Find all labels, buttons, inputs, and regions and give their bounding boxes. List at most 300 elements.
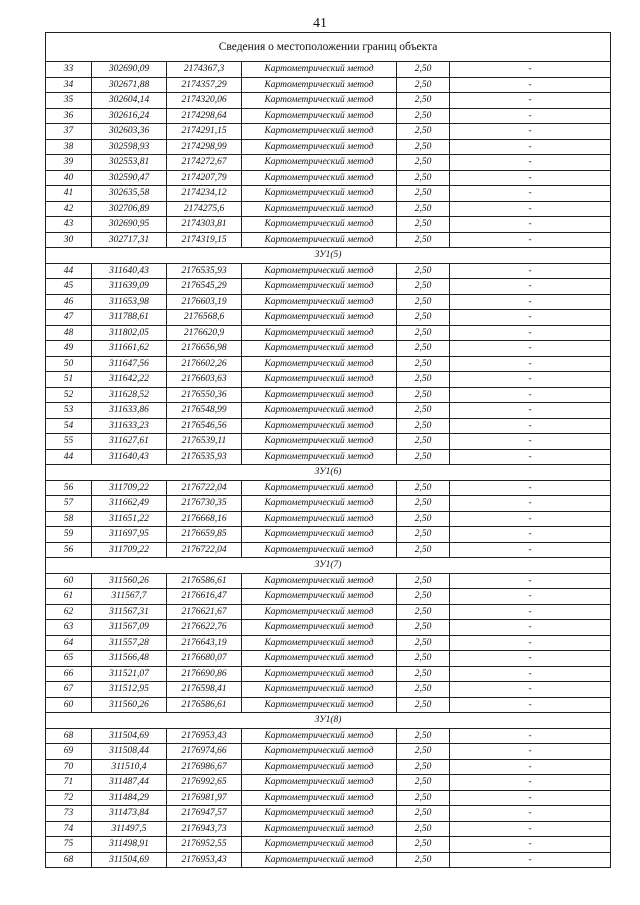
section-label: ЗУ1(6) [46, 465, 611, 481]
table-row [46, 325, 611, 341]
cell-accuracy: 2,50 [397, 77, 450, 93]
table-row [46, 232, 611, 248]
table-row [46, 217, 611, 233]
cell-coord-y: 2174207,79 [167, 170, 242, 186]
cell-accuracy: 2,50 [397, 480, 450, 496]
cell-coord-y: 2176546,56 [167, 418, 242, 434]
cell-accuracy: 2,50 [397, 263, 450, 279]
cell-point-number: 49 [46, 341, 92, 357]
table-row [46, 635, 611, 651]
cell-accuracy: 2,50 [397, 527, 450, 543]
cell-description: - [450, 310, 611, 326]
cell-coord-y: 2176586,61 [167, 697, 242, 713]
table-title: Сведения о местоположении границ объекта [46, 33, 611, 62]
cell-accuracy: 2,50 [397, 542, 450, 558]
cell-description: - [450, 139, 611, 155]
section-label: ЗУ1(7) [46, 558, 611, 574]
cell-coord-y: 2176603,19 [167, 294, 242, 310]
cell-point-number: 60 [46, 697, 92, 713]
cell-description: - [450, 449, 611, 465]
cell-point-number: 71 [46, 775, 92, 791]
cell-coord-y: 2176616,47 [167, 589, 242, 605]
cell-description: - [450, 372, 611, 388]
cell-coord-x: 311802,05 [92, 325, 167, 341]
cell-coord-x: 311557,28 [92, 635, 167, 651]
cell-method: Картометрический метод [242, 651, 397, 667]
cell-point-number: 56 [46, 480, 92, 496]
table-row [46, 62, 611, 78]
cell-method: Картометрический метод [242, 496, 397, 512]
cell-coord-x: 302671,88 [92, 77, 167, 93]
table-row [46, 155, 611, 171]
cell-description: - [450, 806, 611, 822]
cell-point-number: 74 [46, 821, 92, 837]
table-row [46, 728, 611, 744]
cell-method: Картометрический метод [242, 542, 397, 558]
cell-coord-y: 2176953,43 [167, 728, 242, 744]
cell-description: - [450, 108, 611, 124]
cell-point-number: 38 [46, 139, 92, 155]
cell-description: - [450, 837, 611, 853]
cell-point-number: 53 [46, 403, 92, 419]
cell-point-number: 56 [46, 542, 92, 558]
cell-description: - [450, 542, 611, 558]
cell-accuracy: 2,50 [397, 310, 450, 326]
cell-coord-x: 302616,24 [92, 108, 167, 124]
cell-accuracy: 2,50 [397, 604, 450, 620]
cell-coord-y: 2176722,04 [167, 480, 242, 496]
cell-coord-x: 311504,69 [92, 852, 167, 868]
table-row [46, 697, 611, 713]
cell-description: - [450, 263, 611, 279]
cell-description: - [450, 434, 611, 450]
cell-accuracy: 2,50 [397, 697, 450, 713]
cell-coord-y: 2174303,81 [167, 217, 242, 233]
cell-method: Картометрический метод [242, 62, 397, 78]
section-row [46, 465, 611, 481]
table-row [46, 418, 611, 434]
cell-point-number: 65 [46, 651, 92, 667]
cell-coord-y: 2174357,29 [167, 77, 242, 93]
cell-description: - [450, 620, 611, 636]
cell-description: - [450, 573, 611, 589]
cell-description: - [450, 527, 611, 543]
cell-method: Картометрический метод [242, 217, 397, 233]
table-row [46, 775, 611, 791]
cell-coord-y: 2176598,41 [167, 682, 242, 698]
cell-coord-y: 2176620,9 [167, 325, 242, 341]
cell-coord-x: 311487,44 [92, 775, 167, 791]
cell-method: Картометрический метод [242, 852, 397, 868]
cell-point-number: 30 [46, 232, 92, 248]
cell-description: - [450, 744, 611, 760]
table-row [46, 279, 611, 295]
table-row [46, 294, 611, 310]
cell-coord-x: 302717,31 [92, 232, 167, 248]
cell-point-number: 61 [46, 589, 92, 605]
cell-coord-x: 302635,58 [92, 186, 167, 202]
table-row [46, 682, 611, 698]
cell-point-number: 33 [46, 62, 92, 78]
cell-coord-y: 2176992,65 [167, 775, 242, 791]
cell-description: - [450, 294, 611, 310]
cell-method: Картометрический метод [242, 449, 397, 465]
cell-coord-y: 2176535,93 [167, 449, 242, 465]
cell-point-number: 48 [46, 325, 92, 341]
cell-coord-x: 311642,22 [92, 372, 167, 388]
cell-coord-x: 311788,61 [92, 310, 167, 326]
cell-coord-x: 311640,43 [92, 263, 167, 279]
table-row [46, 387, 611, 403]
cell-accuracy: 2,50 [397, 434, 450, 450]
cell-description: - [450, 232, 611, 248]
cell-coord-x: 311512,95 [92, 682, 167, 698]
cell-point-number: 46 [46, 294, 92, 310]
cell-coord-x: 311567,31 [92, 604, 167, 620]
cell-method: Картометрический метод [242, 356, 397, 372]
cell-method: Картометрический метод [242, 837, 397, 853]
table-row [46, 170, 611, 186]
cell-coord-x: 311504,69 [92, 728, 167, 744]
cell-point-number: 60 [46, 573, 92, 589]
cell-coord-y: 2176621,67 [167, 604, 242, 620]
table-row [46, 93, 611, 109]
table-row [46, 511, 611, 527]
cell-coord-y: 2176986,67 [167, 759, 242, 775]
cell-method: Картометрический метод [242, 434, 397, 450]
cell-coord-x: 311567,7 [92, 589, 167, 605]
cell-coord-y: 2174319,15 [167, 232, 242, 248]
cell-point-number: 66 [46, 666, 92, 682]
cell-coord-y: 2174234,12 [167, 186, 242, 202]
cell-method: Картометрический метод [242, 697, 397, 713]
cell-method: Картометрический метод [242, 790, 397, 806]
cell-accuracy: 2,50 [397, 294, 450, 310]
cell-coord-y: 2176586,61 [167, 573, 242, 589]
cell-method: Картометрический метод [242, 170, 397, 186]
cell-description: - [450, 93, 611, 109]
cell-accuracy: 2,50 [397, 62, 450, 78]
cell-description: - [450, 728, 611, 744]
cell-coord-y: 2176622,76 [167, 620, 242, 636]
cell-accuracy: 2,50 [397, 728, 450, 744]
cell-coord-x: 311560,26 [92, 573, 167, 589]
cell-coord-x: 311508,44 [92, 744, 167, 760]
cell-coord-x: 311498,91 [92, 837, 167, 853]
cell-accuracy: 2,50 [397, 279, 450, 295]
cell-coord-y: 2176943,73 [167, 821, 242, 837]
table-row [46, 434, 611, 450]
cell-description: - [450, 511, 611, 527]
cell-accuracy: 2,50 [397, 325, 450, 341]
cell-point-number: 36 [46, 108, 92, 124]
cell-description: - [450, 62, 611, 78]
cell-point-number: 70 [46, 759, 92, 775]
table-row [46, 356, 611, 372]
cell-point-number: 35 [46, 93, 92, 109]
cell-accuracy: 2,50 [397, 418, 450, 434]
cell-coord-y: 2174367,3 [167, 62, 242, 78]
cell-method: Картометрический метод [242, 527, 397, 543]
cell-accuracy: 2,50 [397, 403, 450, 419]
cell-method: Картометрический метод [242, 666, 397, 682]
cell-accuracy: 2,50 [397, 217, 450, 233]
cell-coord-x: 302690,95 [92, 217, 167, 233]
cell-description: - [450, 790, 611, 806]
cell-method: Картометрический метод [242, 325, 397, 341]
cell-description: - [450, 341, 611, 357]
cell-point-number: 43 [46, 217, 92, 233]
table-row [46, 744, 611, 760]
cell-coord-y: 2176974,66 [167, 744, 242, 760]
cell-method: Картометрический метод [242, 77, 397, 93]
cell-method: Картометрический метод [242, 139, 397, 155]
cell-coord-y: 2176690,86 [167, 666, 242, 682]
table-row [46, 666, 611, 682]
section-label: ЗУ1(8) [46, 713, 611, 729]
table-row [46, 139, 611, 155]
table-row [46, 604, 611, 620]
cell-coord-y: 2176535,93 [167, 263, 242, 279]
cell-coord-y: 2174272,67 [167, 155, 242, 171]
cell-coord-x: 311633,23 [92, 418, 167, 434]
table-row [46, 759, 611, 775]
table-row [46, 620, 611, 636]
cell-accuracy: 2,50 [397, 108, 450, 124]
cell-accuracy: 2,50 [397, 682, 450, 698]
cell-method: Картометрический метод [242, 310, 397, 326]
cell-point-number: 57 [46, 496, 92, 512]
cell-coord-x: 311497,5 [92, 821, 167, 837]
cell-description: - [450, 356, 611, 372]
table-row [46, 480, 611, 496]
cell-method: Картометрический метод [242, 759, 397, 775]
cell-accuracy: 2,50 [397, 620, 450, 636]
cell-description: - [450, 279, 611, 295]
cell-accuracy: 2,50 [397, 155, 450, 171]
cell-coord-y: 2176722,04 [167, 542, 242, 558]
cell-description: - [450, 651, 611, 667]
cell-point-number: 69 [46, 744, 92, 760]
cell-point-number: 59 [46, 527, 92, 543]
cell-coord-x: 302553,81 [92, 155, 167, 171]
cell-description: - [450, 186, 611, 202]
cell-accuracy: 2,50 [397, 186, 450, 202]
cell-point-number: 42 [46, 201, 92, 217]
cell-description: - [450, 589, 611, 605]
cell-accuracy: 2,50 [397, 573, 450, 589]
cell-accuracy: 2,50 [397, 790, 450, 806]
cell-point-number: 34 [46, 77, 92, 93]
cell-method: Картометрический метод [242, 108, 397, 124]
table-row [46, 449, 611, 465]
cell-coord-x: 311628,52 [92, 387, 167, 403]
cell-description: - [450, 496, 611, 512]
table-row [46, 573, 611, 589]
cell-coord-x: 311651,22 [92, 511, 167, 527]
cell-method: Картометрический метод [242, 279, 397, 295]
cell-method: Картометрический метод [242, 682, 397, 698]
cell-coord-y: 2176730,35 [167, 496, 242, 512]
cell-coord-x: 311661,62 [92, 341, 167, 357]
cell-point-number: 37 [46, 124, 92, 140]
cell-method: Картометрический метод [242, 418, 397, 434]
section-label: ЗУ1(5) [46, 248, 611, 264]
table-row [46, 496, 611, 512]
cell-method: Картометрический метод [242, 341, 397, 357]
cell-accuracy: 2,50 [397, 372, 450, 388]
section-row [46, 713, 611, 729]
cell-description: - [450, 821, 611, 837]
cell-point-number: 67 [46, 682, 92, 698]
cell-coord-x: 311633,86 [92, 403, 167, 419]
table-row [46, 263, 611, 279]
cell-accuracy: 2,50 [397, 124, 450, 140]
cell-description: - [450, 77, 611, 93]
cell-point-number: 51 [46, 372, 92, 388]
table-title-row [46, 33, 611, 62]
table-row [46, 77, 611, 93]
cell-coord-y: 2174298,64 [167, 108, 242, 124]
table-row [46, 790, 611, 806]
cell-coord-x: 311560,26 [92, 697, 167, 713]
table-row [46, 527, 611, 543]
cell-coord-y: 2176981,97 [167, 790, 242, 806]
cell-coord-x: 311521,07 [92, 666, 167, 682]
cell-coord-y: 2176643,19 [167, 635, 242, 651]
table-row [46, 852, 611, 868]
cell-coord-y: 2176550,36 [167, 387, 242, 403]
cell-coord-y: 2176548,99 [167, 403, 242, 419]
cell-coord-y: 2174298,99 [167, 139, 242, 155]
cell-accuracy: 2,50 [397, 232, 450, 248]
cell-point-number: 52 [46, 387, 92, 403]
cell-method: Картометрический метод [242, 403, 397, 419]
cell-method: Картометрический метод [242, 294, 397, 310]
cell-accuracy: 2,50 [397, 821, 450, 837]
cell-method: Картометрический метод [242, 511, 397, 527]
table-row [46, 124, 611, 140]
cell-method: Картометрический метод [242, 821, 397, 837]
cell-accuracy: 2,50 [397, 449, 450, 465]
table-row [46, 108, 611, 124]
cell-accuracy: 2,50 [397, 775, 450, 791]
cell-coord-x: 311566,48 [92, 651, 167, 667]
cell-accuracy: 2,50 [397, 806, 450, 822]
table-row [46, 651, 611, 667]
cell-point-number: 44 [46, 263, 92, 279]
cell-point-number: 47 [46, 310, 92, 326]
cell-description: - [450, 759, 611, 775]
cell-point-number: 73 [46, 806, 92, 822]
cell-coord-y: 2176539,11 [167, 434, 242, 450]
cell-coord-x: 302690,09 [92, 62, 167, 78]
cell-point-number: 45 [46, 279, 92, 295]
cell-coord-x: 311484,29 [92, 790, 167, 806]
cell-accuracy: 2,50 [397, 356, 450, 372]
cell-description: - [450, 775, 611, 791]
cell-coord-x: 311639,09 [92, 279, 167, 295]
cell-method: Картометрический метод [242, 604, 397, 620]
cell-coord-y: 2176545,29 [167, 279, 242, 295]
cell-coord-y: 2176668,16 [167, 511, 242, 527]
cell-method: Картометрический метод [242, 124, 397, 140]
cell-point-number: 68 [46, 852, 92, 868]
table-row [46, 403, 611, 419]
cell-coord-x: 302598,93 [92, 139, 167, 155]
cell-method: Картометрический метод [242, 201, 397, 217]
cell-coord-x: 311709,22 [92, 542, 167, 558]
cell-accuracy: 2,50 [397, 837, 450, 853]
cell-description: - [450, 697, 611, 713]
cell-coord-x: 311653,98 [92, 294, 167, 310]
cell-accuracy: 2,50 [397, 666, 450, 682]
cell-point-number: 50 [46, 356, 92, 372]
cell-description: - [450, 325, 611, 341]
cell-point-number: 55 [46, 434, 92, 450]
table-row [46, 186, 611, 202]
cell-coord-y: 2176659,85 [167, 527, 242, 543]
cell-method: Картометрический метод [242, 155, 397, 171]
cell-coord-x: 302590,47 [92, 170, 167, 186]
cell-description: - [450, 403, 611, 419]
cell-coord-y: 2176568,6 [167, 310, 242, 326]
cell-coord-x: 311647,56 [92, 356, 167, 372]
cell-point-number: 62 [46, 604, 92, 620]
cell-point-number: 68 [46, 728, 92, 744]
cell-accuracy: 2,50 [397, 744, 450, 760]
cell-method: Картометрический метод [242, 589, 397, 605]
cell-description: - [450, 155, 611, 171]
cell-method: Картометрический метод [242, 232, 397, 248]
cell-accuracy: 2,50 [397, 589, 450, 605]
cell-coord-x: 311473,84 [92, 806, 167, 822]
cell-coord-x: 302604,14 [92, 93, 167, 109]
cell-method: Картометрический метод [242, 806, 397, 822]
cell-point-number: 41 [46, 186, 92, 202]
cell-point-number: 75 [46, 837, 92, 853]
cell-point-number: 39 [46, 155, 92, 171]
section-row [46, 558, 611, 574]
cell-description: - [450, 635, 611, 651]
cell-accuracy: 2,50 [397, 93, 450, 109]
cell-description: - [450, 604, 611, 620]
cell-method: Картометрический метод [242, 480, 397, 496]
cell-coord-y: 2174291,15 [167, 124, 242, 140]
cell-coord-x: 311662,49 [92, 496, 167, 512]
table-row [46, 837, 611, 853]
cell-point-number: 44 [46, 449, 92, 465]
cell-coord-y: 2176603,63 [167, 372, 242, 388]
cell-accuracy: 2,50 [397, 201, 450, 217]
cell-description: - [450, 480, 611, 496]
cell-description: - [450, 852, 611, 868]
cell-description: - [450, 170, 611, 186]
boundary-coordinates-table [45, 32, 611, 868]
cell-method: Картометрический метод [242, 635, 397, 651]
cell-description: - [450, 201, 611, 217]
cell-method: Картометрический метод [242, 744, 397, 760]
cell-description: - [450, 418, 611, 434]
cell-method: Картометрический метод [242, 387, 397, 403]
table-row [46, 201, 611, 217]
cell-point-number: 72 [46, 790, 92, 806]
cell-method: Картометрический метод [242, 263, 397, 279]
cell-method: Картометрический метод [242, 372, 397, 388]
cell-coord-y: 2176656,98 [167, 341, 242, 357]
cell-coord-x: 311567,09 [92, 620, 167, 636]
cell-point-number: 54 [46, 418, 92, 434]
